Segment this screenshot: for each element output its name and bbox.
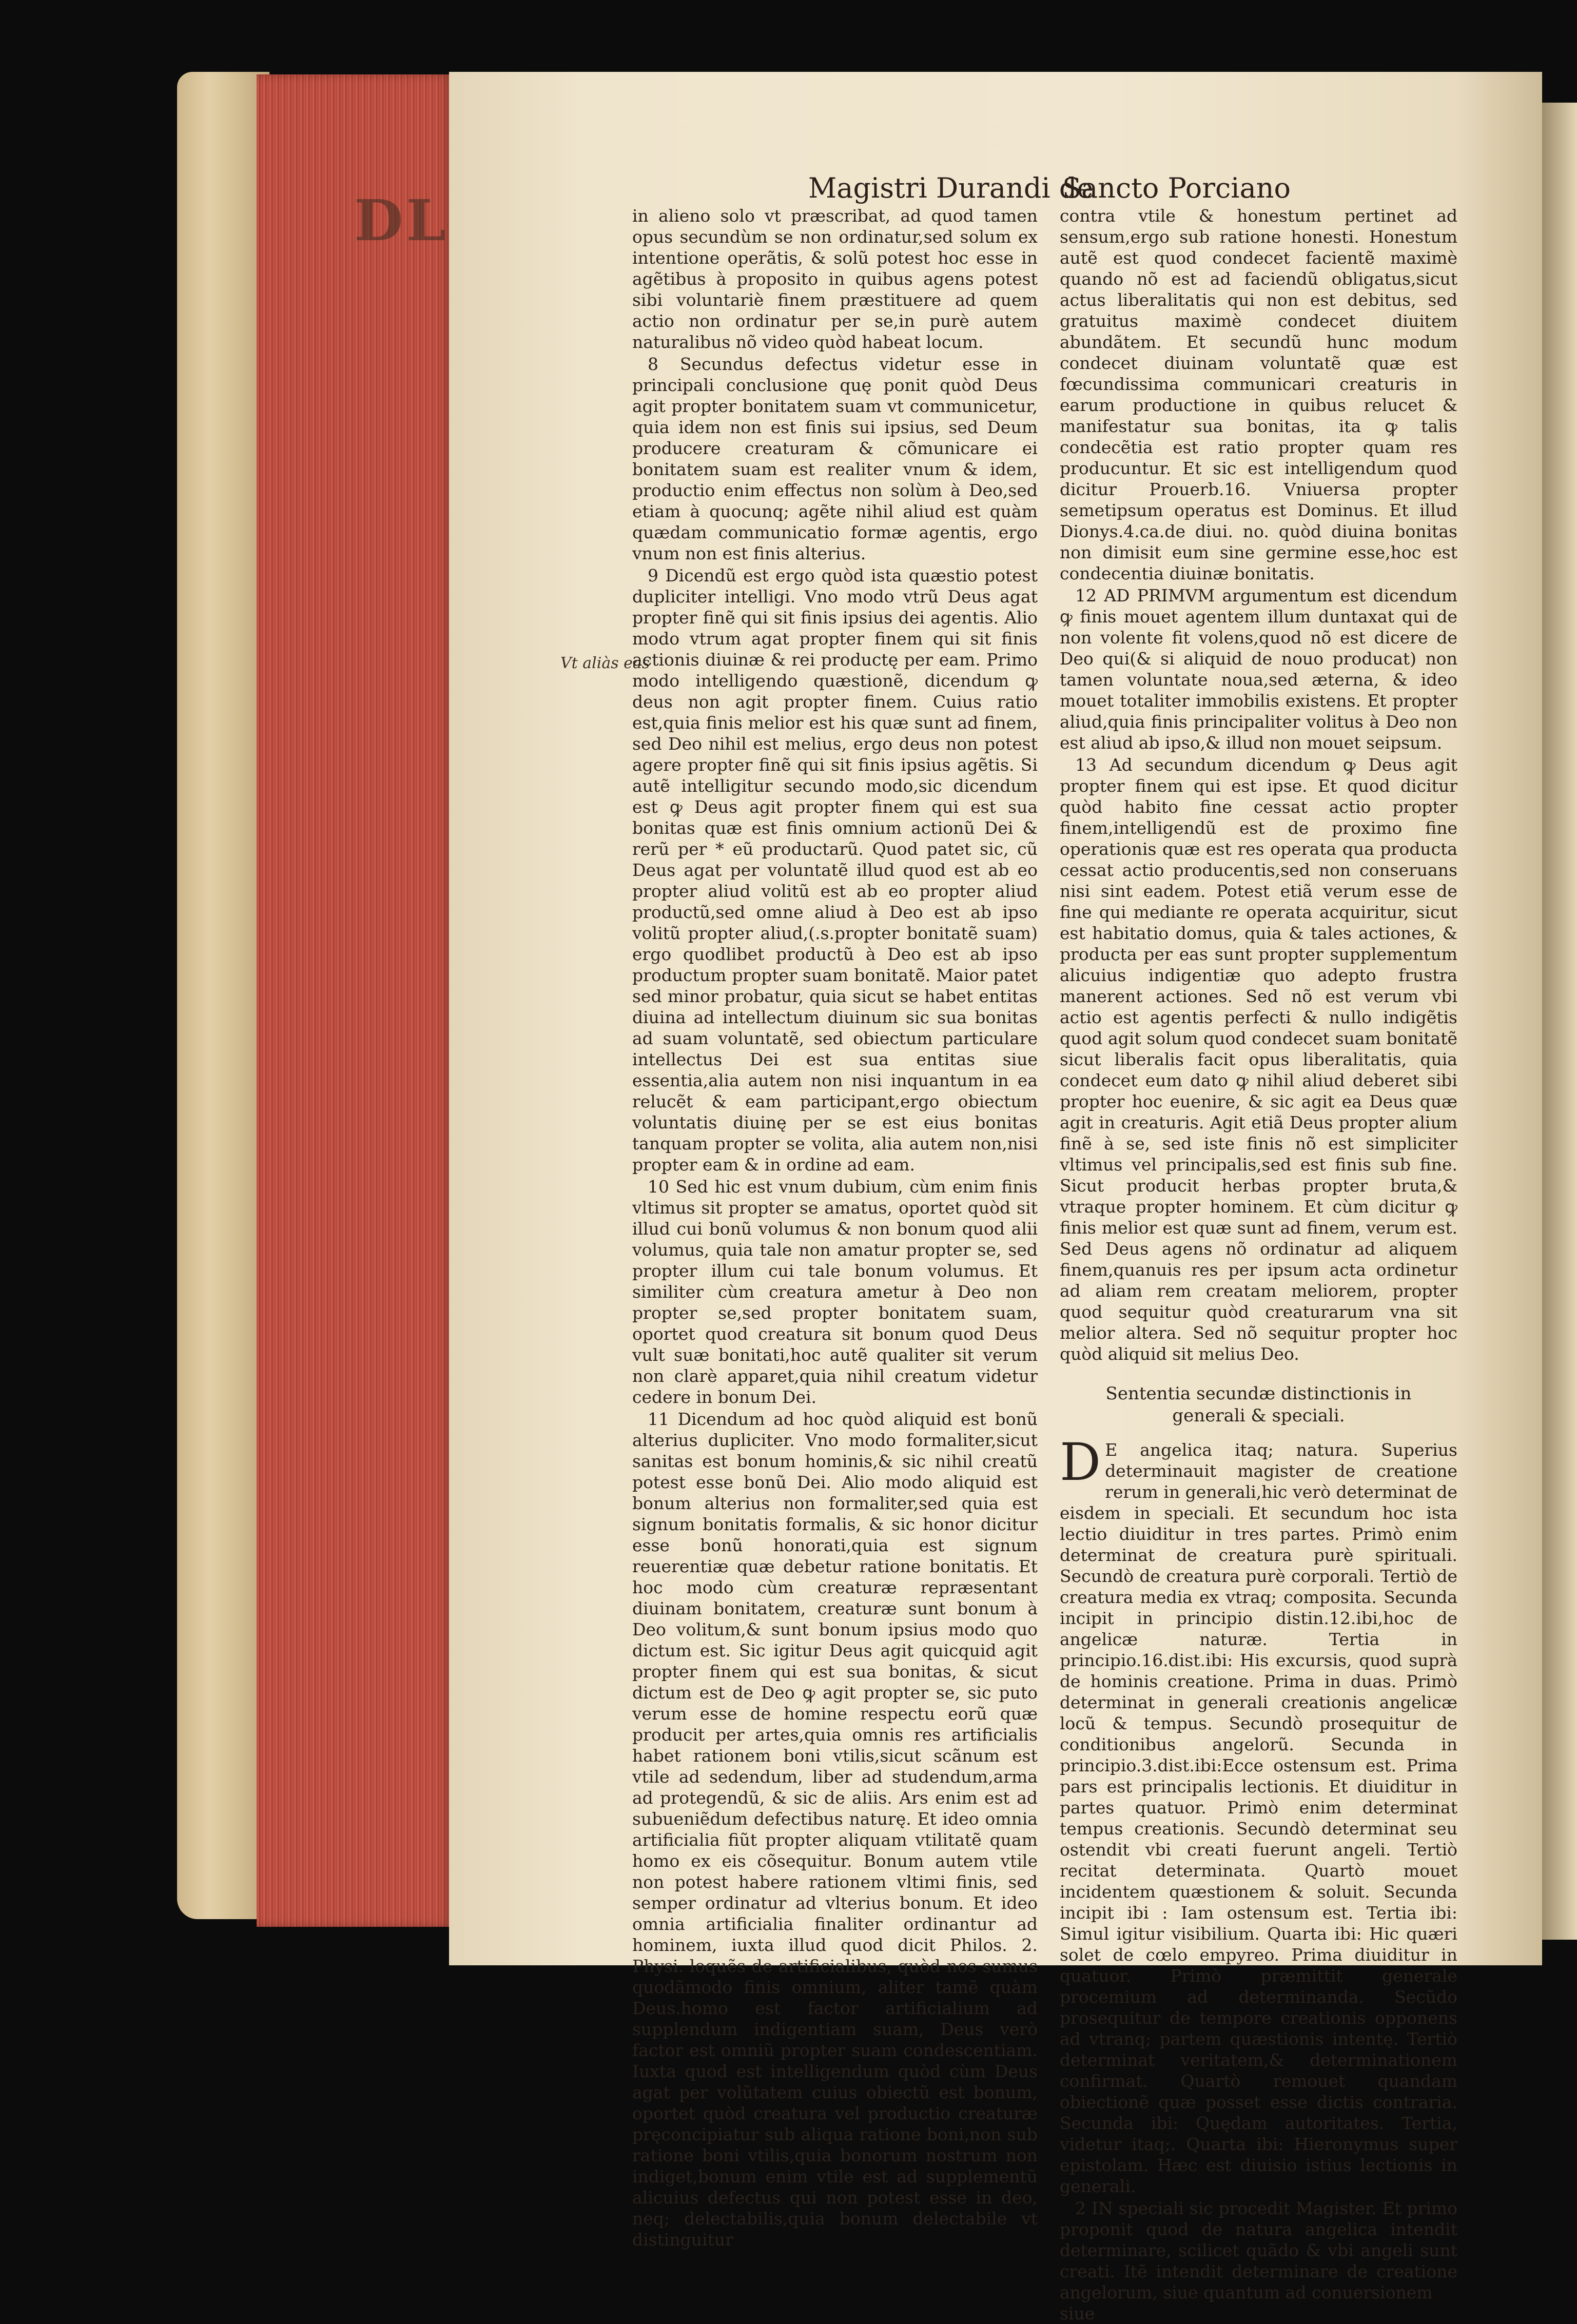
running-head-left: Magistri Durandi de xyxy=(808,172,1094,204)
red-page-edge xyxy=(257,74,452,1927)
paragraph: 12 AD PRIMVM argumentum est dicendum ꝙ finis mouet agentem illum duntaxat qui de non volente fit volens,quod nõ est dicere de Deo qui(& si aliquid de nouo producat) non tamen voluntate noua,sed æterna, & ideo mouet totaliter immobilis existens. Et propter aliud,quia finis principaliter volitus à Deo non est aliud ab ipso,& illud non mouet seipsum. xyxy=(1060,585,1457,753)
paragraph: 9 Dicendũ est ergo quòd ista quæstio potest dupliciter intelligi. Vno modo vtrũ Deus agat propter finẽ qui sit finis ipsius dei agentis. Alio modo vtrum agat propter finem qui sit finis actionis diuinæ & rei productę per eam. Primo modo intelligendo quæstionẽ, dicendum ꝙ deus non agit propter finem. Cuius ratio est,quia finis melior est his quæ sunt ad finem, sed Deo nihil est melius, ergo deus non potest agere propter finẽ qui sit finis ipsius agẽtis. Si autẽ intelligitur secundo modo,sic dicendum est ꝙ Deus agit propter finem qui est sua bonitas quæ est finis omnium actionũ Dei & rerũ per * eũ productarũ. Quod patet sic, cũ Deus agat per voluntatẽ illud quod est ab eo propter aliud volitũ est ab eo propter aliud productũ,sed omne aliud à Deo est ab ipso volitũ propter aliud,(.s.propter bonitatẽ suam) ergo quodlibet productũ à Deo est ab ipso productum propter suam bonitatẽ. Maior patet sed minor probatur, quia sicut se habet entitas diuina ad intellectum diuinum sic sua bonitas ad suam voluntatẽ, sed obiectum particulare intellectus Dei est sua entitas siue essentia,alia autem non nisi inquantum in ea relucẽt & eam participant,ergo obiectum voluntatis diuinę per se est eius bonitas tanquam propter se volita, alia autem non,nisi propter eam & in ordine ad eam. xyxy=(632,565,1038,1175)
right-column xyxy=(1060,205,1457,2324)
running-head-right: Sancto Porciano xyxy=(1062,172,1291,204)
spine-label: DL xyxy=(354,187,449,253)
paragraph: 11 Dicendum ad hoc quòd aliquid est bonũ alterius dupliciter. Vno modo formaliter,sicut sanitas est bonum hominis,& sic nihil creatũ potest esse bonũ Dei. Alio modo aliquid est bonum alterius non formaliter,sed quia est signum bonitatis formalis, & sic honor dicitur esse bonũ honorati,quia est signum reuerentiæ quæ debetur ratione bonitatis. Et hoc modo cùm creaturæ repræsentant diuinam bonitatem, creaturæ sunt bonum à Deo volitum,& sunt bonum ipsius modo quo dictum est. Sic igitur Deus agit quicquid agit propter finem qui est sua bonitas, & sicut dictum est de Deo ꝙ agit propter se, sic puto verum esse de homine respectu eorũ quæ producit per artes,quia omnis res artificialis habet rationem boni vtilis,sicut scãnum est vtile ad sedendum, liber ad studendum,arma ad protegendũ, & sic de aliis. Ars enim est ad subueniẽdum defectibus naturę. Et ideo omnia artificialia fiũt propter aliquam vtilitatẽ quam homo ex eis cõsequitur. Bonum autem vtile non potest habere rationem vltimi finis, sed semper ordinatur ad vlterius bonum. Et ideo omnia artificialia finaliter ordinantur ad hominem, iuxta illud quod dicit Philos. 2. Physi. loquẽs de artificialibus, quòd nos sumus quodãmodo finis omnium, aliter tamẽ quàm Deus.homo est factor artificialium ad supplendum indigentiam suam, Deus verò factor est omniũ propter suam condescentiam. Iuxta quod est intelligendum quòd cùm Deus agat per volũtatem cuius obiectũ est bonum, oportet quòd creatura vel productio creaturæ pręconcipiatur sub aliqua ratione boni,non sub ratione boni vtilis,quia bonorum nostrum non indiget,bonum enim vtile est ad supplementũ alicuius defectus qui non potest esse in deo, neq; delectabilis,quia bonum delectabile vt distinguitur xyxy=(632,1409,1038,2250)
section-paragraph xyxy=(1060,1432,1457,2197)
facing-page-edge xyxy=(1542,103,1577,1940)
left-column xyxy=(632,205,1038,2250)
drop-capital: D xyxy=(1060,1432,1101,1492)
section-text: E angelica itaq; natura. Superius determinauit magister de creatione rerum in generali,hic verò determinat de eisdem in speciali. Et secundum hoc ista lectio diuiditur in tres partes. Primò enim determinat de creatura purè spirituali. Secundò de creatura purè corporali. Tertiò de creatura media ex vtraq; composita. Secunda incipit in principio distin.12.ibi,hoc de angelicæ naturæ. Tertia in principio.16.dist.ibi: His excursis, quod suprà de hominis creatione. Prima in duas. Primò determinat in generali creationis angelicæ locũ & tempus. Secundò prosequitur de conditionibus angelorũ. Secunda in principio.3.dist.ibi:Ecce ostensum est. Prima pars est principalis lectionis. Et diuiditur in partes quatuor. Primò enim determinat tempus creationis. Secundò determinat seu ostendit vbi creati fuerunt angeli. Tertiò recitat determinata. Quartò mouet incidentem quæstionem & soluit. Secunda incipit ibi : Iam ostensum est. Tertia ibi: Simul igitur visibilium. Quarta ibi: Hic quæri solet de cœlo empyreo. Prima diuiditur in quatuor. Primò præmittit generale procemium ad determinanda. Secũdo prosequitur de tempore creationis opponens ad vtranq; partem quæstionis intentę. Tertiò determinat veritatem,& determinationem confirmat. Quartò remouet quandam obiectionẽ quæ posset esse dictis contraria. Secunda ibi: Quędam autoritates. Tertia, videtur itaq;. Quarta ibi: Hieronymus super epistolam. Hæc est diuisio istius lectionis in generali. xyxy=(1060,1440,1457,2196)
paragraph: in alieno solo vt præscribat, ad quod tamen opus secundùm se non ordinatur,sed solum ex intentione operãtis, & solũ potest hoc esse in agẽtibus à proposito in quibus agens potest sibi voluntariè finem præstituere ad quem actio non ordinatur per se,in purè autem naturalibus nõ video quòd habeat locum. xyxy=(632,206,1038,352)
vellum-binding xyxy=(177,72,269,1919)
paragraph: 10 Sed hic est vnum dubium, cùm enim finis vltimus sit propter se amatus, oportet quòd sit illud cui bonũ volumus & non bonum quod alii volumus, quia tale non amatur propter se, sed propter illum cui tale bonum volumus. Et similiter cùm creatura ametur à Deo non propter se,sed propter bonitatem suam, oportet quod creatura sit bonum quod Deus vult suæ bonitati,hoc autẽ qualiter sit verum non clarè apparet,quia nihil creatum videtur cedere in bonum Dei. xyxy=(632,1177,1038,1407)
paragraph: contra vtile & honestum pertinet ad sensum,ergo sub ratione honesti. Honestum autẽ est quod condecet facientẽ maximè quando nõ est ad faciendũ obligatus,sicut actus liberalitatis qui non est debitus, sed gratuitus maximè condecet diuitem abundãtem. Et secundũ hunc modum condecet diuinam voluntatẽ quæ est fœcundissima communicari creaturis in earum productione in quibus relucet & manifestatur sua bonitas, ita ꝙ talis condecẽtia est ratio propter quam res producuntur. Et sic est intelligendum quod dicitur Prouerb.16. Vniuersa propter semetipsum operatus est Dominus. Et illud Dionys.4.ca.de diui. no. quòd diuina bonitas non dimisit eum sine germine esse,hoc est condecentia diuinæ bonitatis. xyxy=(1060,206,1457,583)
section-heading-line: generali & speciali. xyxy=(1172,1405,1345,1426)
paragraph: 8 Secundus defectus videtur esse in principali conclusione quę ponit quòd Deus agit propter bonitatem suam vt communicetur, quia idem non est finis sui ipsius, sed Deum producere creaturam & cõmunicare ei bonitatem suam est realiter vnum & idem, productio enim effectus non solùm à Deo,sed etiam à quocunq; agẽte nihil aliud est quàm quædam communicatio formæ agentis, ergo vnum non est finis alterius. xyxy=(632,354,1038,563)
section-heading-line: Sententia secundæ distinctionis in xyxy=(1105,1383,1412,1404)
marginal-note: Vt aliàs eas xyxy=(560,654,650,672)
section-heading xyxy=(1060,1383,1457,1427)
catchword: siue xyxy=(1060,2303,1095,2323)
paragraph: 2 IN speciali sic procedit Magister. Et primo proponit quod de natura angelica intendit determinare, scilicet quãdo & vbi angeli sunt creati. Itẽ intendit determinare de creatione angelorum, siue quantum ad conuersionem xyxy=(1060,2198,1457,2302)
paragraph: 13 Ad secundum dicendum ꝙ Deus agit propter finem qui est ipse. Et quod dicitur quòd habito fine cessat actio propter finem,intelligendũ est de proximo fine operationis quæ est res operata qua producta cessat actio producentis,sed non conseruans nisi sint eadem. Potest etiã verum esse de fine qui mediante re operata acquiritur, sicut est habitatio domus, quia & tales actiones, & producta per eas sunt propter supplementum alicuius indigentiæ quo adepto frustra manerent actiones. Sed nõ est verum vbi actio est agentis perfecti & nullo indigẽtis quod agit solum quod condecet suam bonitatẽ sicut liberalis facit opus liberalitatis, quia condecet eum dato ꝙ nihil aliud deberet sibi propter hoc euenire, & sic agit ea Deus quæ agit in creaturis. Agit etiã Deus propter alium finẽ à se, sed iste finis nõ est simpliciter vltimus vel principalis,sed est finis sub fine. Sicut producit herbas propter bruta,& vtraque propter hominem. Et cùm dicitur ꝙ finis melior est quæ sunt ad finem, verum est. Sed Deus agens nõ ordinatur ad aliquem finem,quanuis res per ipsum acta ordinetur ad aliam rem creatam meliorem, propter quod sequitur quòd creaturarum vna sit melior altera. Sed nõ sequitur propter hoc quòd aliquid sit melius Deo. xyxy=(1060,755,1457,1364)
